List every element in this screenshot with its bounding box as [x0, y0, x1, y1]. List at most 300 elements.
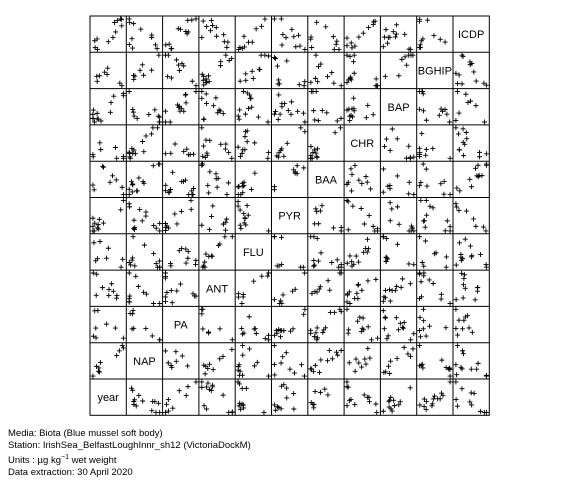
scatter-point: [318, 284, 323, 289]
scatter-point: [400, 325, 405, 330]
scatter-point: [90, 216, 95, 221]
scatter-point: [130, 182, 135, 187]
scatter-point: [405, 351, 410, 356]
scatter-cell: [199, 125, 234, 160]
scatter-cell: [418, 198, 452, 233]
scatter-point: [266, 150, 271, 155]
scatter-point: [118, 207, 123, 212]
scatter-point: [236, 295, 241, 300]
scatter-point: [121, 192, 126, 197]
scatter-point: [364, 115, 369, 120]
scatter-point: [396, 73, 401, 78]
scatter-point: [356, 360, 361, 365]
scatter-point: [424, 213, 429, 218]
scatter-point: [157, 337, 162, 342]
scatter-point: [199, 35, 204, 40]
scatter-point: [91, 108, 96, 113]
scatter-point: [369, 337, 374, 342]
scatter-point: [408, 337, 413, 342]
scatter-point: [448, 301, 453, 306]
scatter-point: [484, 162, 489, 167]
scatter-cell: [127, 89, 162, 124]
scatter-point: [101, 165, 106, 170]
scatter-cell: [91, 239, 125, 270]
scatter-point: [236, 114, 241, 119]
scatter-point: [474, 367, 479, 372]
scatter-point: [339, 225, 344, 230]
scatter-point: [90, 183, 95, 188]
scatter-point: [291, 326, 296, 331]
scatter-point: [402, 32, 407, 37]
scatter-point: [128, 311, 133, 316]
scatter-point: [346, 199, 351, 204]
scatter-point: [473, 166, 478, 171]
scatter-cell: [90, 198, 125, 233]
scatter-point: [221, 354, 226, 359]
scatter-point: [395, 173, 400, 178]
scatter-point: [121, 91, 126, 96]
scatter-point: [138, 27, 143, 32]
scatter-point: [315, 155, 320, 160]
scatter-point: [421, 307, 426, 312]
scatter-point: [245, 139, 250, 144]
scatter-point: [323, 24, 328, 29]
scatter-point: [382, 35, 387, 40]
scatter-cell: [127, 125, 160, 160]
scatter-point: [261, 410, 266, 415]
scatter-cell: [453, 307, 474, 338]
scatter-point: [292, 371, 297, 376]
scatter-cell: [200, 53, 234, 88]
scatter-point: [331, 34, 336, 39]
scatter-point: [418, 180, 423, 185]
scatter-cell: [236, 343, 271, 378]
scatter-point: [387, 287, 392, 292]
scatter-point: [119, 265, 124, 270]
scatter-cell: [272, 163, 306, 192]
scatter-point: [308, 80, 313, 85]
scatter-point: [318, 250, 323, 255]
scatter-point: [177, 68, 182, 73]
scatter-point: [447, 366, 452, 371]
scatter-point: [224, 45, 229, 50]
scatter-point: [218, 142, 223, 147]
scatter-point: [362, 222, 367, 227]
scatter-point: [345, 307, 350, 312]
scatter-point: [90, 374, 95, 379]
scatter-point: [442, 179, 447, 184]
scatter-point: [105, 66, 110, 71]
scatter-point: [418, 198, 423, 203]
scatter-point: [389, 206, 394, 211]
scatter-point: [392, 403, 397, 408]
scatter-point: [106, 246, 111, 251]
scatter-cell: [309, 89, 344, 123]
scatter-point: [106, 293, 111, 298]
scatter-point: [457, 111, 462, 116]
scatter-point: [394, 22, 399, 27]
scatter-point: [163, 271, 168, 276]
scatter-point: [257, 67, 262, 72]
scatter-point: [279, 301, 284, 306]
scatter-point: [311, 258, 316, 263]
scatter-point: [454, 297, 459, 302]
scatter-point: [395, 136, 400, 141]
scatter-point: [418, 334, 423, 339]
scatter-point: [469, 184, 474, 189]
scatter-point: [276, 77, 281, 82]
diag-label-ant: ANT: [206, 283, 229, 296]
scatter-cell: [381, 276, 413, 303]
scatter-point: [406, 144, 411, 149]
scatter-point: [127, 201, 132, 206]
scatter-point: [137, 207, 142, 212]
scatter-point: [143, 214, 148, 219]
scatter-point: [101, 221, 106, 226]
scatter-point: [256, 115, 261, 120]
scatter-point: [184, 147, 189, 152]
scatter-point: [248, 96, 253, 101]
scatter-point: [106, 287, 111, 292]
scatter-point: [164, 402, 169, 407]
scatter-point: [448, 224, 453, 229]
scatter-point: [461, 126, 466, 131]
scatter-point: [356, 282, 361, 287]
scatter-point: [281, 154, 286, 159]
scatter-point: [289, 99, 294, 104]
diag-label-bghip: BGHIP: [417, 65, 452, 78]
scatter-point: [356, 178, 361, 183]
scatter-point: [206, 73, 211, 78]
diag-label-nap: NAP: [133, 355, 156, 368]
diag-label-chr: CHR: [350, 138, 375, 151]
scatter-point: [133, 274, 138, 279]
scatter-point: [140, 399, 145, 404]
scatter-point: [444, 112, 449, 117]
scatter-point: [320, 203, 325, 208]
scatter-point: [217, 326, 222, 331]
scatter-point: [298, 265, 303, 270]
scatter-point: [374, 410, 379, 415]
scatter-point: [484, 265, 489, 270]
scatter-point: [421, 91, 426, 96]
scatter-point: [390, 409, 395, 414]
scatter-point: [238, 226, 243, 231]
scatter-point: [262, 53, 267, 58]
scatter-point: [204, 91, 209, 96]
scatter-point: [465, 313, 470, 318]
scatter-point: [183, 247, 188, 252]
scatter-point: [279, 360, 284, 365]
scatter-point: [365, 103, 370, 108]
scatter-cell: [383, 53, 416, 79]
scatter-point: [448, 156, 453, 161]
scatter-point: [381, 308, 386, 313]
scatter-cell: [272, 343, 307, 378]
scatter-point: [149, 35, 154, 40]
scatter-point: [243, 134, 248, 139]
scatter-point: [311, 108, 316, 113]
scatter-point: [95, 308, 100, 313]
scatter-point: [282, 101, 287, 106]
scatter-point: [439, 292, 444, 297]
scatter-point: [410, 346, 415, 351]
scatter-point: [213, 95, 218, 100]
scatter-point: [359, 365, 364, 370]
scatter-point: [143, 326, 148, 331]
scatter-point: [141, 73, 146, 78]
scatter-point: [207, 169, 212, 174]
scatter-point: [209, 18, 214, 23]
scatter-cell: [91, 308, 126, 341]
caption-block: [8, 428, 251, 479]
scatter-cell: [308, 20, 341, 52]
scatter-point: [240, 353, 245, 358]
scatter-point: [366, 324, 371, 329]
scatter-point: [280, 32, 285, 37]
scatter-point: [163, 151, 168, 156]
scatter-point: [226, 180, 231, 185]
scatter-point: [151, 301, 156, 306]
scatter-point: [484, 151, 489, 156]
scatter-point: [246, 40, 251, 45]
scatter-point: [425, 184, 430, 189]
scatter-point: [265, 274, 270, 279]
scatter-point: [297, 44, 302, 49]
scatter-point: [385, 41, 390, 46]
scatter-cell: [345, 53, 380, 88]
scatter-point: [157, 221, 162, 226]
scatter-point: [388, 218, 393, 223]
scatter-point: [240, 386, 245, 391]
scatter-point: [316, 64, 321, 69]
scatter-point: [238, 223, 243, 228]
scatter-cell: [453, 125, 488, 159]
scatter-point: [193, 258, 198, 263]
scatter-point: [384, 255, 389, 260]
scatter-cell: [199, 162, 231, 197]
scatter-point: [298, 125, 303, 130]
scatter-point: [331, 225, 336, 230]
scatter-point: [245, 203, 250, 208]
scatter-point: [283, 35, 288, 40]
scatter-point: [456, 318, 461, 323]
scatter-point: [388, 200, 393, 205]
scatter-point: [243, 216, 248, 221]
scatter-cell: [199, 18, 230, 50]
scatter-point: [135, 188, 140, 193]
scatter-point: [478, 252, 483, 257]
scatter-point: [284, 395, 289, 400]
scatter-point: [127, 89, 132, 94]
scatter-point: [127, 300, 132, 305]
scatter-point: [279, 16, 284, 21]
scatter-point: [94, 272, 99, 277]
scatter-point: [316, 259, 321, 264]
scatter-point: [326, 278, 331, 283]
scatter-point: [152, 107, 157, 112]
scatter-cell: [168, 246, 198, 268]
scatter-point: [199, 379, 204, 384]
scatter-point: [394, 284, 399, 289]
scatter-point: [163, 348, 168, 353]
scatter-point: [204, 101, 209, 106]
diag-label-icdp: ICDP: [458, 29, 485, 42]
scatter-cell: [417, 307, 448, 339]
scatter-point: [339, 348, 344, 353]
scatter-cell: [272, 92, 307, 124]
scatter-point: [454, 397, 459, 402]
scatter-point: [255, 360, 260, 365]
scatter-point: [149, 68, 154, 73]
scatter-point: [395, 356, 400, 361]
scatter-point: [185, 256, 190, 261]
scatter-point: [278, 298, 283, 303]
scatter-point: [104, 256, 109, 261]
diag-label-flu: FLU: [242, 246, 264, 259]
scatter-point: [384, 137, 389, 142]
scatter-point: [345, 261, 350, 266]
scatter-point: [349, 188, 354, 193]
scatter-cell: [345, 19, 378, 51]
scatter-point: [149, 131, 154, 136]
scatter-point: [345, 43, 350, 48]
scatter-point: [315, 79, 320, 84]
scatter-point: [443, 325, 448, 330]
scatter-point: [136, 175, 141, 180]
scatter-point: [466, 325, 471, 330]
scatter-point: [199, 125, 204, 130]
scatter-point: [368, 186, 373, 191]
scatter-point: [363, 174, 368, 179]
scatter-point: [111, 289, 116, 294]
scatter-point: [127, 271, 132, 276]
scatter-point: [190, 192, 195, 197]
scatter-cell: [454, 271, 481, 302]
scatter-point: [381, 44, 386, 49]
scatter-point: [223, 228, 228, 233]
scatter-point: [199, 385, 204, 390]
scatter-point: [175, 221, 180, 226]
scatter-point: [460, 54, 465, 59]
scatter-point: [439, 358, 444, 363]
scatter-cell: [417, 162, 452, 197]
scatter-point: [189, 207, 194, 212]
scatter-cell: [309, 271, 343, 297]
scatter-point: [473, 297, 478, 302]
scatter-point: [236, 145, 241, 150]
scatter-point: [348, 166, 353, 171]
scatter-point: [471, 69, 476, 74]
scatter-point: [272, 184, 277, 189]
scatter-point: [204, 407, 209, 412]
scatter-point: [419, 131, 424, 136]
scatter-point: [474, 79, 479, 84]
scatter-point: [354, 291, 359, 296]
scatter-point: [276, 92, 281, 97]
scatter-point: [460, 348, 465, 353]
scatter-point: [140, 139, 145, 144]
scatter-point: [284, 350, 289, 355]
scatter-point: [166, 360, 171, 365]
scatter-point: [311, 264, 316, 269]
scatter-point: [302, 129, 307, 134]
scatter-point: [109, 100, 114, 105]
scatter-point: [448, 192, 453, 197]
scatter-point: [313, 389, 318, 394]
scatter-point: [396, 327, 401, 332]
scatter-point: [383, 288, 388, 293]
scatter-point: [176, 26, 181, 31]
scatter-point: [352, 71, 357, 76]
scatter-point: [438, 37, 443, 42]
scatter-point: [302, 374, 307, 379]
scatter-point: [301, 165, 306, 170]
scatter-point: [476, 163, 481, 168]
scatter-point: [315, 325, 320, 330]
scatter-point: [382, 326, 387, 331]
scatter-point: [374, 76, 379, 81]
scatter-point: [422, 218, 427, 223]
scatter-point: [140, 62, 145, 67]
diag-label-pa: PA: [173, 319, 188, 332]
scatter-cell: [236, 89, 271, 124]
scatter-point: [471, 216, 476, 221]
scatter-point: [279, 235, 284, 240]
scatter-cell: [381, 234, 416, 267]
scatter-point: [223, 53, 228, 58]
scatter-point: [308, 328, 313, 333]
scatter-point: [203, 371, 208, 376]
scatter-point: [347, 253, 352, 258]
scatter-point: [453, 125, 458, 130]
scatter-cell: [236, 271, 271, 306]
scatter-point: [444, 254, 449, 259]
scatter-point: [272, 234, 277, 239]
scatter-point: [388, 186, 393, 191]
scatter-cell: [199, 203, 229, 232]
scatter-point: [318, 390, 323, 395]
scatter-cell: [381, 385, 413, 413]
scatter-point: [173, 349, 178, 354]
caption-media: Media: Biota (Blue mussel soft body): [8, 428, 163, 439]
scatter-point: [94, 74, 99, 79]
scatter-point: [130, 189, 135, 194]
scatter-point: [236, 199, 241, 204]
scatter-point: [132, 114, 137, 119]
scatter-point: [272, 16, 277, 21]
scatter-point: [178, 27, 183, 32]
scatter-cell: [454, 237, 489, 270]
scatter-point: [461, 153, 466, 158]
scatter-point: [419, 279, 424, 284]
scatter-point: [266, 228, 271, 233]
scatter-point: [327, 348, 332, 353]
scatter-point: [204, 24, 209, 29]
scatter-point: [425, 18, 430, 23]
scatter-point: [127, 150, 132, 155]
scatter-point: [455, 89, 460, 94]
scatter-point: [199, 96, 204, 101]
scatter-point: [470, 330, 475, 335]
scatter-point: [132, 218, 137, 223]
scatter-point: [223, 147, 228, 152]
scatter-point: [289, 27, 294, 32]
scatter-point: [336, 265, 341, 270]
scatter-point: [318, 208, 323, 213]
scatter-point: [335, 257, 340, 262]
scatter-point: [443, 40, 448, 45]
